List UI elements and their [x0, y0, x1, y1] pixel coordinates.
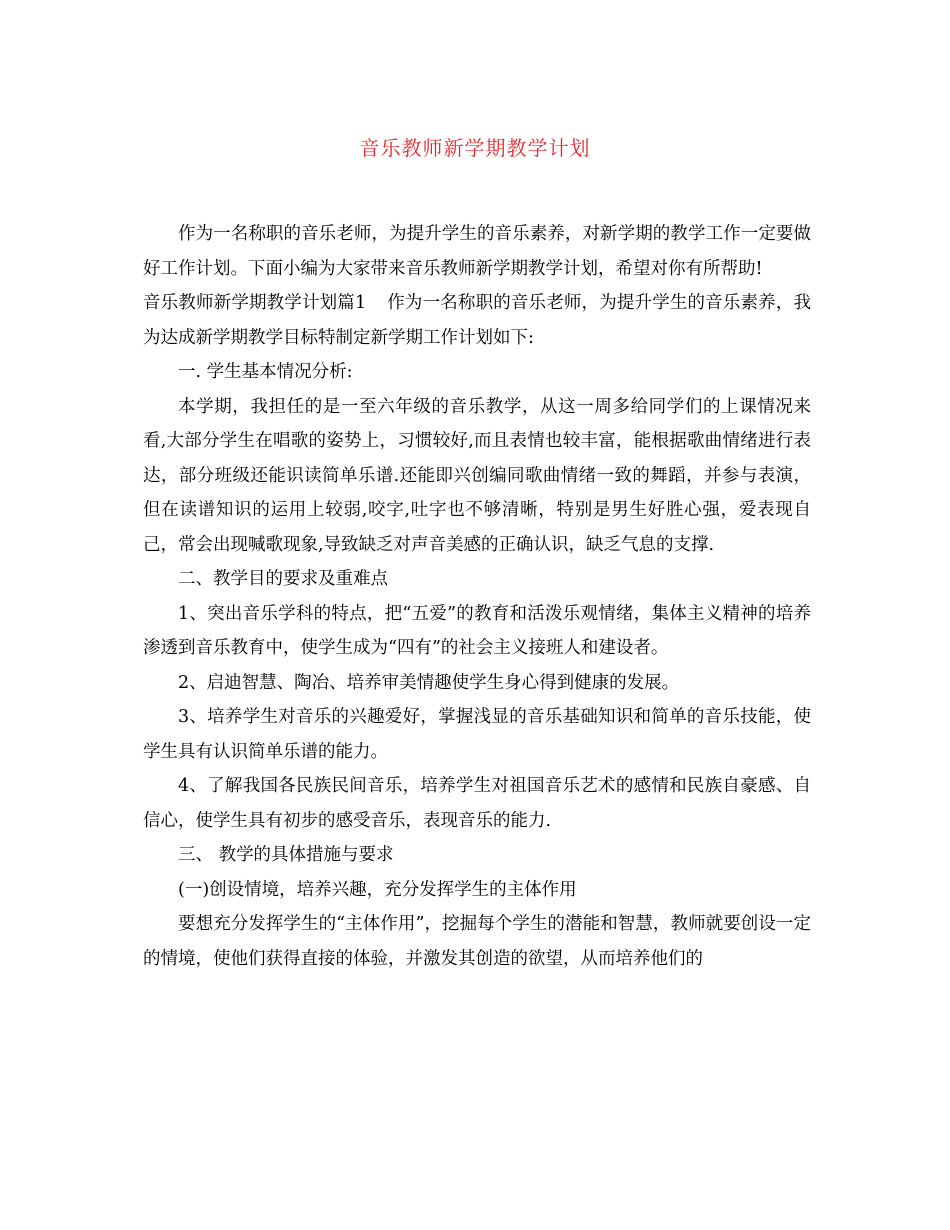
- measures-paragraph: 要想充分发挥学生的“主体作用”，挖掘每个学生的潜能和智慧，教师就要创设一定的情境，使他们获得直接的体验，并激发其创造的欲望，从而培养他们的: [143, 914, 811, 969]
- goal-item-3: 3、培养学生对音乐的兴趣爱好，掌握浅显的音乐基础知识和简单的音乐技能，使学生具有认识简单乐谱的能力。: [143, 707, 811, 762]
- heading-teaching-goals: 二、教学目的要求及重难点: [178, 569, 388, 589]
- section-1-paragraph: [143, 286, 811, 355]
- section-1-label: 音乐教师新学期教学计划篇1: [143, 293, 367, 313]
- section-1-text: 作为一名称职的音乐老师，为提升学生的音乐素养，我为达成新学期教学目标特制定新学期工作计划如下:: [143, 293, 811, 348]
- student-analysis-paragraph: 本学期，我担任的是一至六年级的音乐教学，从这一周多给同学们的上课情况来看,大部分学生在唱歌的姿势上，习惯较好,而且表情也较丰富，能根据歌曲情绪进行表达，部分班级还能识读简单乐谱.还能即兴创编同歌曲情绪一致的舞蹈，并参与表演，但在读谱知识的运用上较弱,咬字,吐字也不够清晰，特别是男生好胜心强，爱表现自己，常会出现喊歌现象,导致缺乏对声音美感的正确认识，缺乏气息的支撑.: [143, 396, 811, 555]
- goal-item-2: 2、启迪智慧、陶冶、培养审美情趣使学生身心得到健康的发展。: [178, 672, 680, 693]
- goal-item-1: 1、突出音乐学科的特点，把“五爱”的教育和活泼乐观情绪，集体主义精神的培养渗透到音乐教育中，使学生成为“四有”的社会主义接班人和建设者。: [143, 603, 811, 658]
- subheading-create-context: (一)创设情境，培养兴趣，充分发挥学生的主体作用: [178, 879, 577, 900]
- document-body: [143, 217, 811, 976]
- intro-paragraph: 作为一名称职的音乐老师，为提升学生的音乐素养，对新学期的教学工作一定要做好工作计划。下面小编为大家带来音乐教师新学期教学计划，希望对你有所帮助!: [143, 224, 811, 279]
- document-title: 音乐教师新学期教学计划: [359, 136, 591, 160]
- heading-student-analysis: 一. 学生基本情况分析:: [178, 362, 353, 382]
- heading-measures: 三、 教学的具体措施与要求: [178, 845, 394, 865]
- goal-item-4: 4、了解我国各民族民间音乐，培养学生对祖国音乐艺术的感情和民族自豪感、自信心，使学生具有初步的感受音乐，表现音乐的能力.: [143, 776, 811, 831]
